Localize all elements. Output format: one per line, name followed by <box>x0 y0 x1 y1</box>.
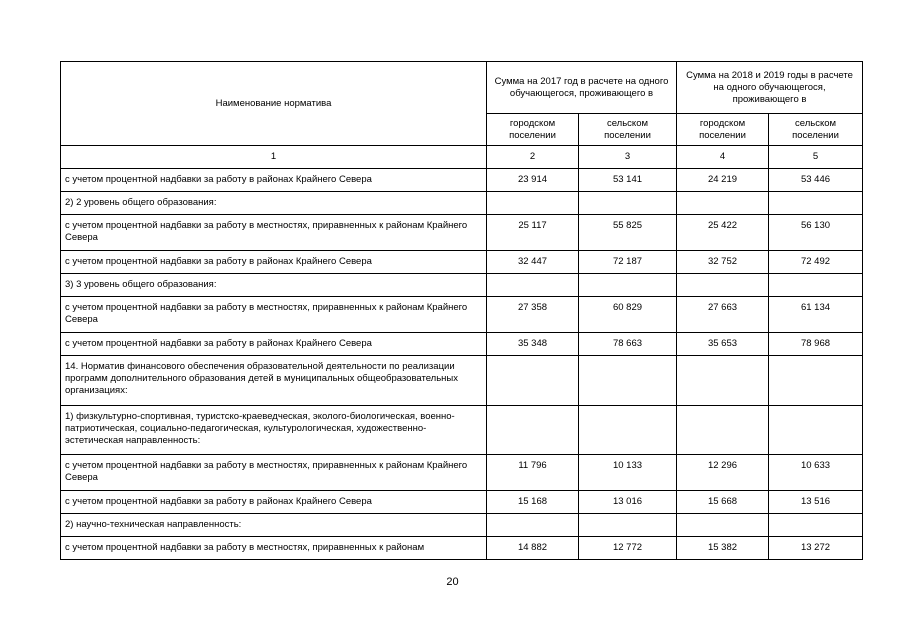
cell-value <box>769 514 863 537</box>
cell-value: 11 796 <box>487 455 579 491</box>
table-row <box>61 297 863 333</box>
cell-value: 61 134 <box>769 297 863 333</box>
cell-value: 13 272 <box>769 537 863 560</box>
normatives-table <box>60 61 863 560</box>
row-label: 3) 3 уровень общего образования: <box>61 274 487 297</box>
row-label: с учетом процентной надбавки за работу в местностях, приравненных к районам Крайнего Севера <box>61 455 487 491</box>
cell-value <box>677 274 769 297</box>
col-number-4: 4 <box>677 146 769 169</box>
cell-value: 56 130 <box>769 215 863 251</box>
cell-value: 53 446 <box>769 169 863 192</box>
page-number: 20 <box>446 576 459 588</box>
cell-value: 72 187 <box>579 251 677 274</box>
table-row <box>61 274 863 297</box>
header-name-column: Наименование норматива <box>61 62 487 146</box>
header-2018-2019-group: Сумма на 2018 и 2019 годы в расчете на одного обучающегося, проживающего в <box>677 62 863 114</box>
cell-value <box>487 514 579 537</box>
table-row <box>61 406 863 455</box>
table-row <box>61 514 863 537</box>
cell-value: 23 914 <box>487 169 579 192</box>
cell-value: 25 422 <box>677 215 769 251</box>
row-label: с учетом процентной надбавки за работу в районах Крайнего Севера <box>61 333 487 356</box>
row-label: с учетом процентной надбавки за работу в местностях, приравненных к районам Крайнего Севера <box>61 297 487 333</box>
header-urban-2018: городском поселении <box>677 114 769 146</box>
cell-value: 32 752 <box>677 251 769 274</box>
cell-value <box>579 356 677 406</box>
cell-value: 13 516 <box>769 491 863 514</box>
cell-value <box>487 356 579 406</box>
row-label: с учетом процентной надбавки за работу в местностях, приравненных к районам <box>61 537 487 560</box>
cell-value: 27 663 <box>677 297 769 333</box>
table-row <box>61 215 863 251</box>
table-row <box>61 251 863 274</box>
cell-value <box>579 192 677 215</box>
cell-value: 24 219 <box>677 169 769 192</box>
cell-value: 14 882 <box>487 537 579 560</box>
cell-value: 15 382 <box>677 537 769 560</box>
cell-value <box>487 274 579 297</box>
header-urban-2017: городском поселении <box>487 114 579 146</box>
table-row <box>61 169 863 192</box>
cell-value: 15 168 <box>487 491 579 514</box>
cell-value <box>677 514 769 537</box>
cell-value <box>579 406 677 455</box>
row-label: с учетом процентной надбавки за работу в районах Крайнего Севера <box>61 169 487 192</box>
col-number-1: 1 <box>61 146 487 169</box>
cell-value: 78 968 <box>769 333 863 356</box>
table-row <box>61 192 863 215</box>
cell-value <box>769 406 863 455</box>
header-rural-2018: сельском поселении <box>769 114 863 146</box>
cell-value: 35 653 <box>677 333 769 356</box>
header-2017-group: Сумма на 2017 год в расчете на одного обучающегося, проживающего в <box>487 62 677 114</box>
cell-value <box>487 406 579 455</box>
cell-value: 72 492 <box>769 251 863 274</box>
cell-value: 13 016 <box>579 491 677 514</box>
cell-value: 32 447 <box>487 251 579 274</box>
row-label: с учетом процентной надбавки за работу в районах Крайнего Севера <box>61 251 487 274</box>
table-row <box>61 491 863 514</box>
cell-value: 53 141 <box>579 169 677 192</box>
table-row <box>61 455 863 491</box>
cell-value: 27 358 <box>487 297 579 333</box>
header-rural-2017: сельском поселении <box>579 114 677 146</box>
cell-value <box>677 356 769 406</box>
table-row <box>61 333 863 356</box>
table-row <box>61 356 863 406</box>
table-row <box>61 537 863 560</box>
cell-value: 60 829 <box>579 297 677 333</box>
cell-value: 10 133 <box>579 455 677 491</box>
row-label: 14. Норматив финансового обеспечения образовательной деятельности по реализации программ дополнительного образования детей в муниципальных общеобразовательных организациях: <box>61 356 487 406</box>
row-label: с учетом процентной надбавки за работу в районах Крайнего Севера <box>61 491 487 514</box>
cell-value: 12 772 <box>579 537 677 560</box>
cell-value <box>769 274 863 297</box>
cell-value <box>677 192 769 215</box>
col-number-3: 3 <box>579 146 677 169</box>
row-label: с учетом процентной надбавки за работу в местностях, приравненных к районам Крайнего Севера <box>61 215 487 251</box>
cell-value <box>579 514 677 537</box>
row-label: 2) научно-техническая направленность: <box>61 514 487 537</box>
cell-value: 78 663 <box>579 333 677 356</box>
cell-value: 55 825 <box>579 215 677 251</box>
row-label: 2) 2 уровень общего образования: <box>61 192 487 215</box>
cell-value: 35 348 <box>487 333 579 356</box>
cell-value <box>769 356 863 406</box>
cell-value <box>487 192 579 215</box>
cell-value <box>579 274 677 297</box>
cell-value <box>677 406 769 455</box>
col-number-5: 5 <box>769 146 863 169</box>
cell-value: 15 668 <box>677 491 769 514</box>
row-label: 1) физкультурно-спортивная, туристско-краеведческая, эколого-биологическая, военно-патриотическая, социально-педагогическая, культурологическая, художественно-эстетическая направленность: <box>61 406 487 455</box>
cell-value: 12 296 <box>677 455 769 491</box>
cell-value <box>769 192 863 215</box>
col-number-2: 2 <box>487 146 579 169</box>
cell-value: 25 117 <box>487 215 579 251</box>
cell-value: 10 633 <box>769 455 863 491</box>
